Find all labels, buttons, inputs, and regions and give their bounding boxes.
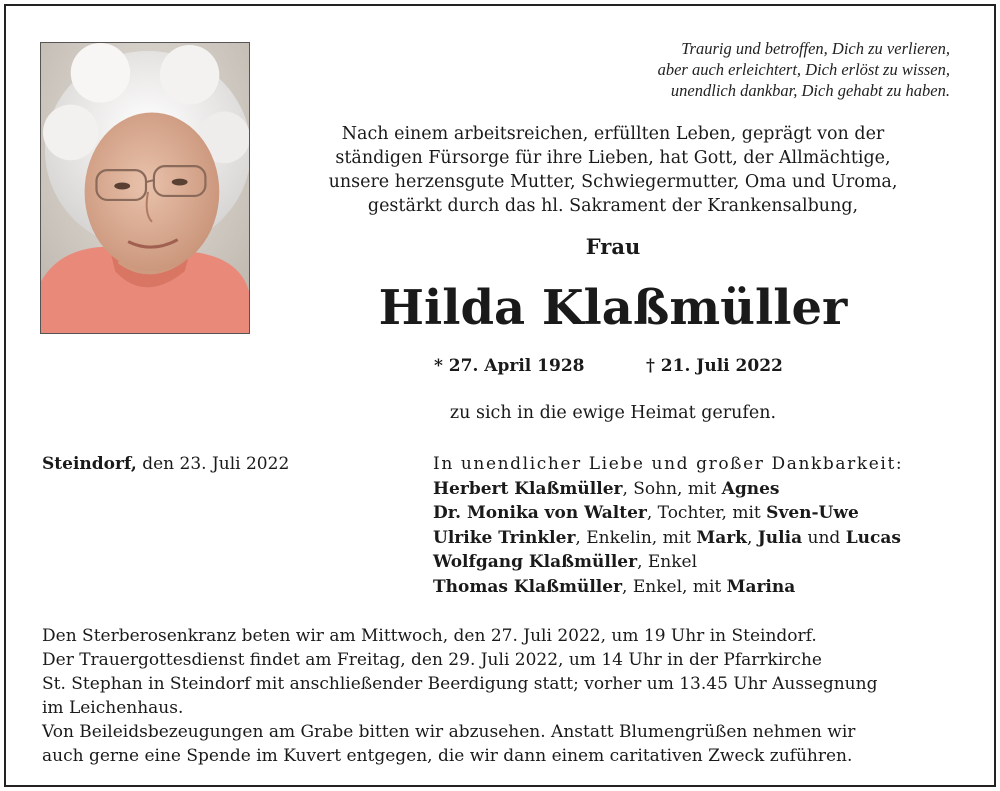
mourner-name: Thomas Klaßmüller (433, 576, 623, 597)
mourners-heading: In unendlicher Liebe und großer Dankbarkeit: (433, 454, 904, 474)
mourner-partner: Mark (696, 527, 747, 548)
mourner-partner: Agnes (721, 478, 780, 499)
deceased-name: Hilda Klaßmüller (378, 280, 848, 336)
place-and-date (42, 454, 289, 474)
intro-line: Nach einem arbeitsreichen, erfüllten Leben, geprägt von der (341, 124, 885, 144)
service-information (42, 624, 972, 768)
mourner-row (433, 550, 973, 575)
intro-line: ständigen Fürsorge für ihre Lieben, hat Gott, der Allmächtige, (335, 148, 891, 168)
mourner-name: Wolfgang Klaßmüller (433, 552, 638, 572)
mourner-partner: Lucas (845, 527, 901, 548)
death-date: † 21. Juli 2022 (646, 356, 783, 376)
intro-text (268, 122, 958, 218)
motto-line: aber auch erleichtert, Dich erlöst zu wissen, (657, 60, 950, 79)
mourner-relation: , Sohn, mit (622, 478, 722, 499)
mourner-name: Herbert Klaßmüller (433, 478, 623, 499)
mourner-relation: , Enkel (637, 552, 698, 572)
place-town: Steindorf, (42, 454, 137, 474)
info-line: Der Trauergottesdienst findet am Freitag, den 29. Juli 2022, um 14 Uhr in der Pfarrkirche (42, 650, 822, 670)
mourner-row (433, 575, 973, 600)
called-home-text: zu sich in die ewige Heimat gerufen. (449, 403, 777, 423)
info-line: auch gerne eine Spende im Kuvert entgegen, die wir dann einem caritativen Zweck zuführen. (42, 746, 853, 766)
mourner-name: Dr. Monika von Walter (433, 503, 647, 523)
info-line: Den Sterberosenkranz beten wir am Mittwoch, den 27. Juli 2022, um 19 Uhr in Steindorf. (42, 626, 817, 646)
intro-line: unsere herzensgute Mutter, Schwiegermutter, Oma und Uroma, (328, 172, 898, 192)
mourner-row (433, 526, 973, 551)
mourner-row (433, 477, 973, 502)
place-date-text: den 23. Juli 2022 (136, 454, 290, 474)
mourner-relation: , Enkelin, mit (575, 527, 697, 548)
mourner-partner: Sven-Uwe (766, 503, 859, 523)
mourner-separator: , (746, 527, 758, 548)
mourner-relation: , Tochter, mit (646, 503, 767, 523)
portrait-image (41, 43, 249, 333)
mourner-partner: Marina (726, 576, 796, 597)
mourner-row (433, 501, 973, 526)
mourner-relation: , Enkel, mit (622, 576, 727, 597)
obituary-notice (4, 4, 996, 787)
portrait-photo (40, 42, 250, 334)
mourner-partner: Julia (757, 527, 803, 548)
motto-verse (570, 38, 950, 101)
birth-date: * 27. April 1928 (434, 356, 585, 376)
salutation: Frau (585, 234, 641, 259)
info-line: St. Stephan in Steindorf mit anschließender Beerdigung statt; vorher um 13.45 Uhr Aussegnung (42, 674, 878, 694)
mourners-list (433, 452, 973, 599)
motto-line: Traurig und betroffen, Dich zu verlieren, (681, 39, 950, 58)
mourner-separator: und (802, 527, 846, 548)
mourner-name: Ulrike Trinkler (433, 527, 576, 548)
info-line: Von Beileidsbezeugungen am Grabe bitten wir abzusehen. Anstatt Blumengrüßen nehmen wir (42, 722, 856, 742)
info-line: im Leichenhaus. (42, 698, 184, 718)
motto-line: unendlich dankbar, Dich gehabt zu haben. (670, 81, 950, 100)
intro-line: gestärkt durch das hl. Sakrament der Krankensalbung, (367, 196, 859, 216)
